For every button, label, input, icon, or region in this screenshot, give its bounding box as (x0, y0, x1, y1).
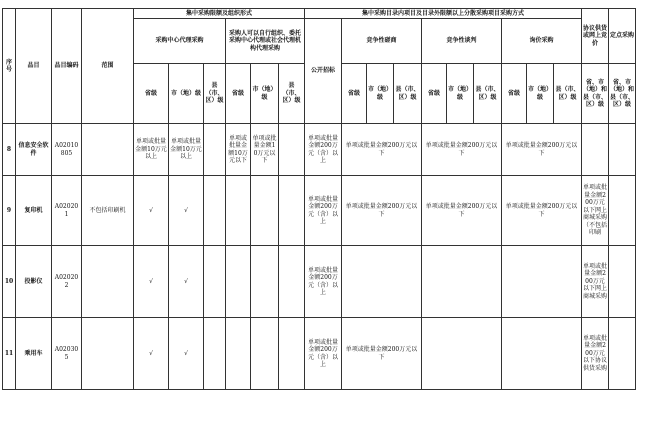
row-agency-province: √ (134, 176, 169, 246)
row-agreement: 单项或批量金额200万元以下网上商城采购 (582, 246, 609, 318)
row-inquiry: 单项或批量金额200万元以下 (502, 176, 582, 246)
header-inq-county: 县（市、区）级 (554, 64, 582, 124)
header-self-city: 市（地）级 (251, 64, 279, 124)
header-central-agency: 采购中心代理采购 (134, 19, 226, 64)
header-agency-city: 市（地）级 (169, 64, 204, 124)
header-designated: 定点采购 (609, 9, 636, 64)
row-code: A020202 (52, 246, 82, 318)
header-neg-city: 市（地）级 (367, 64, 394, 124)
header-open-tender: 公开招标 (305, 19, 342, 124)
header-self-province: 省级 (226, 64, 251, 124)
row-item: 信息安全软件 (16, 124, 52, 176)
header-outside-title: 集中采购目录内项目及目录外限额以上分散采购项目采购方式 (305, 9, 582, 19)
row-open-tender: 单项或批量金额200万元（含）以上 (305, 318, 342, 390)
row-self-city: 单项或批量金额10万元以下 (251, 124, 279, 176)
table-row (3, 318, 636, 390)
table-row (3, 176, 636, 246)
row-code: A02010805 (52, 124, 82, 176)
row-agreement (582, 124, 609, 176)
row-agency-city: √ (169, 176, 204, 246)
header-seq: 序号 (3, 9, 16, 124)
row-designated (609, 318, 636, 390)
header-agency-county: 县（市、区）级 (204, 64, 226, 124)
header-designated-levels: 省、市（地）和县（市、区）级 (609, 64, 636, 124)
row-self-province (226, 246, 251, 318)
header-self-org: 采购人可以自行组织、委托采购中心代理或社会代理机构代理采购 (226, 19, 305, 64)
row-self-city (251, 246, 279, 318)
row-open-tender: 单项或批量金额200万元（含）以上 (305, 246, 342, 318)
row-negotiation: 单项或批量金额200万元以下 (342, 318, 422, 390)
row-agreement: 单项或批量金额200万元以下网上商城采购（不包括印刷 (582, 176, 609, 246)
row-talk: 单项或批量金额200万元以下 (422, 176, 502, 246)
row-scope (82, 124, 134, 176)
row-inquiry (502, 246, 582, 318)
row-item: 投影仪 (16, 246, 52, 318)
row-item: 乘用车 (16, 318, 52, 390)
row-negotiation: 单项或批量金额200万元以下 (342, 176, 422, 246)
row-scope (82, 246, 134, 318)
row-negotiation: 单项或批量金额200万元以下 (342, 124, 422, 176)
row-self-city (251, 318, 279, 390)
header-inq-province: 省级 (502, 64, 527, 124)
table-row (3, 246, 636, 318)
row-self-province (226, 318, 251, 390)
row-open-tender: 单项或批量金额200万元（含）以上 (305, 124, 342, 176)
row-seq: 8 (3, 124, 16, 176)
row-code: A020201 (52, 176, 82, 246)
row-self-county (279, 124, 305, 176)
row-agency-county (204, 176, 226, 246)
header-code: 品目编码 (52, 9, 82, 124)
row-self-province: 单项或批量金额10万元以下 (226, 124, 251, 176)
header-scope: 范围 (82, 9, 134, 124)
header-neg-province: 省级 (342, 64, 367, 124)
header-agreement: 协议供货或网上竞价 (582, 9, 609, 64)
procurement-table (2, 8, 636, 390)
row-self-county (279, 176, 305, 246)
row-code: A020305 (52, 318, 82, 390)
row-inquiry (502, 318, 582, 390)
row-seq: 11 (3, 318, 16, 390)
row-item: 复印机 (16, 176, 52, 246)
header-talk-city: 市（地）级 (447, 64, 474, 124)
row-scope: 不包括印刷机 (82, 176, 134, 246)
row-agency-city: 单项或批量金额10万元以上 (169, 124, 204, 176)
row-self-county (279, 246, 305, 318)
header-self-county: 县（市、区）级 (279, 64, 305, 124)
row-agency-city: √ (169, 246, 204, 318)
header-agency-province: 省级 (134, 64, 169, 124)
header-inquiry: 询价采购 (502, 19, 582, 64)
row-talk (422, 318, 502, 390)
row-seq: 9 (3, 176, 16, 246)
row-inquiry: 单项或批量金额200万元以下 (502, 124, 582, 176)
row-designated (609, 124, 636, 176)
row-open-tender: 单项或批量金额200万元（含）以上 (305, 176, 342, 246)
header-agree-levels: 省、市（地）和县（市、区）级 (582, 64, 609, 124)
header-talk-county: 县（市、区）级 (474, 64, 502, 124)
row-agency-county (204, 318, 226, 390)
header-competitive-talk: 竞争性谈判 (422, 19, 502, 64)
row-agency-province: 单项或批量金额10万元以上 (134, 124, 169, 176)
row-self-county (279, 318, 305, 390)
row-agreement: 单项或批量金额200万元以下协议供货采购 (582, 318, 609, 390)
row-scope (82, 318, 134, 390)
header-competitive-negotiation: 竞争性磋商 (342, 19, 422, 64)
table-row (3, 124, 636, 176)
row-agency-province: √ (134, 318, 169, 390)
row-designated (609, 246, 636, 318)
header-talk-province: 省级 (422, 64, 447, 124)
row-designated (609, 176, 636, 246)
row-negotiation (342, 246, 422, 318)
row-talk (422, 246, 502, 318)
row-self-province (226, 176, 251, 246)
row-talk: 单项或批量金额200万元以下 (422, 124, 502, 176)
header-item: 品目 (16, 9, 52, 124)
header-neg-county: 县（市、区）级 (394, 64, 422, 124)
row-self-city (251, 176, 279, 246)
row-agency-county (204, 124, 226, 176)
header-central-title: 集中采购限额及组织形式 (134, 9, 305, 19)
row-seq: 10 (3, 246, 16, 318)
row-agency-city: √ (169, 318, 204, 390)
row-agency-province: √ (134, 246, 169, 318)
header-inq-city: 市（地）级 (527, 64, 554, 124)
row-agency-county (204, 246, 226, 318)
